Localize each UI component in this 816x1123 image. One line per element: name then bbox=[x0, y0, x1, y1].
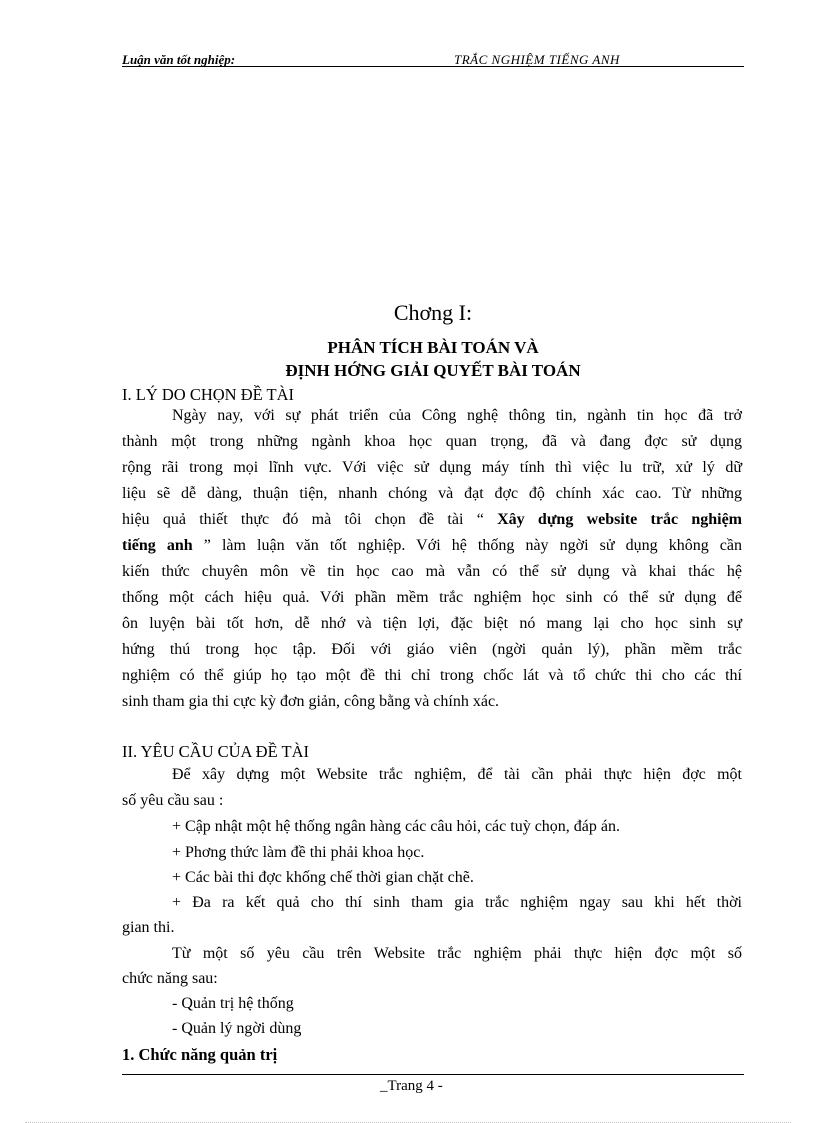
paragraph-text: ” làm luận văn tốt nghiệp. Với hệ thống này ngời sử dụng không cần bbox=[192, 537, 742, 554]
paragraph-line bbox=[122, 536, 742, 556]
paragraph-line: liệu sẽ dễ dàng, thuận tiện, nhanh chóng và đạt đợc độ chính xác cao. Từ những bbox=[122, 485, 742, 502]
paragraph-line: ôn luyện bài tốt hơn, dễ nhớ và tiện lợi, đặc biệt nó mang lại cho học sinh sự bbox=[122, 615, 742, 632]
project-title-bold: Xây dựng website trắc nghiệm bbox=[497, 511, 743, 528]
header-rule bbox=[122, 66, 744, 67]
paragraph-line: Từ một số yêu cầu trên Website trắc nghiệm phải thực hiện đợc một số bbox=[172, 945, 742, 962]
paragraph-line: gian thi. bbox=[122, 919, 175, 936]
paragraph-line: rộng rãi trong mọi lĩnh vực. Với việc sử dụng máy tính thì việc lu trữ, xử lý dữ bbox=[122, 459, 742, 476]
requirement-item: + Đa ra kết quả cho thí sinh tham gia trắc nghiệm ngay sau khi hết thời bbox=[172, 894, 742, 911]
paragraph-line: Ngày nay, với sự phát triển của Công nghệ thông tin, ngành tin học đã trở bbox=[172, 407, 742, 424]
paragraph-line: hứng thú trong học tập. Đối với giáo viên (ngời quản lý), phần mềm trắc bbox=[122, 641, 742, 658]
requirement-item: + Cập nhật một hệ thống ngân hàng các câu hỏi, các tuỳ chọn, đáp án. bbox=[172, 818, 620, 835]
paragraph-line: thống một cách hiệu quả. Với phần mềm trắc nghiệm học sinh có thể sử dụng để bbox=[122, 589, 742, 606]
function-list-item: - Quản trị hệ thống bbox=[172, 995, 294, 1012]
paragraph-text: hiệu quả thiết thực đó mà tôi chọn đề tài “ bbox=[122, 511, 484, 528]
paragraph-line: số yêu cầu sau : bbox=[122, 792, 224, 809]
paragraph-line: kiến thức chuyên môn về tin học cao mà vẫn có thể sử dụng và khai thác hệ bbox=[122, 563, 742, 580]
requirement-item: + Các bài thi đợc khống chế thời gian chặt chẽ. bbox=[172, 869, 474, 886]
chapter-label: Chơng I: bbox=[393, 300, 473, 325]
page-number: _Trang 4 - bbox=[380, 1078, 443, 1094]
footer-rule bbox=[122, 1074, 744, 1075]
subsection-heading: 1. Chức năng quản trị bbox=[122, 1045, 278, 1064]
paragraph-line: thành một trong những ngành khoa học quan trọng, đã và đang đợc sử dụng bbox=[122, 433, 742, 450]
project-title-bold-end: tiếng anh bbox=[122, 537, 193, 554]
chapter-title-line-1: PHÂN TÍCH BÀI TOÁN VÀ bbox=[327, 338, 539, 357]
function-list-item: - Quản lý ngời dùng bbox=[172, 1020, 302, 1037]
paragraph-line bbox=[122, 510, 742, 530]
section-2-heading: II. YÊU CẦU CỦA ĐỀ TÀI bbox=[122, 742, 309, 761]
header-left-title: Luận văn tốt nghiệp: bbox=[122, 52, 236, 67]
requirement-item: + Phơng thức làm đề thi phải khoa học. bbox=[172, 844, 425, 861]
section-1-heading: I. LÝ DO CHỌN ĐỀ TÀI bbox=[122, 385, 295, 404]
header-right-title: TRẮC NGHIỆM TIẾNG ANH bbox=[454, 52, 620, 67]
paragraph-line: sinh tham gia thi cực kỳ đơn giản, công bằng và chính xác. bbox=[122, 693, 500, 710]
paragraph-line: Để xây dựng một Website trắc nghiệm, để tài cần phải thực hiện đợc một bbox=[172, 766, 742, 783]
chapter-title-line-2: ĐỊNH HỚNG GIẢI QUYẾT BÀI TOÁN bbox=[285, 361, 581, 380]
paragraph-line: nghiệm có thể giúp họ tạo một đề thi chỉ trong chốc lát và tổ chức thi cho các thí bbox=[122, 667, 742, 684]
paragraph-line: chức năng sau: bbox=[122, 970, 218, 987]
